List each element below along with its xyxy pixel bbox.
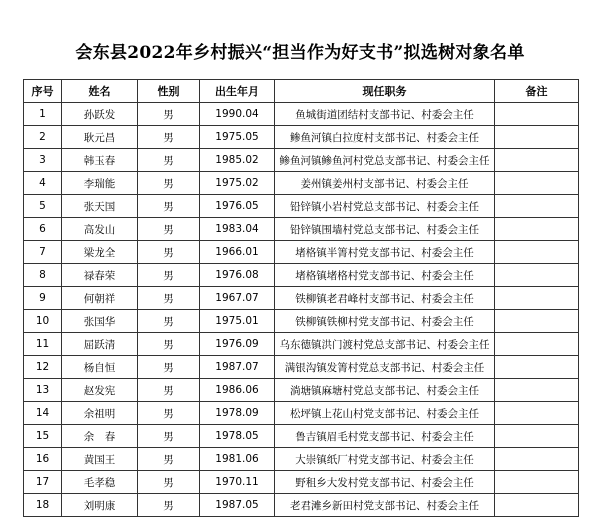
cell-note (495, 494, 579, 517)
cell-sex: 男 (138, 425, 200, 448)
cell-sex: 男 (138, 287, 200, 310)
cell-post: 老君滩乡新田村党支部书记、村委会主任 (275, 494, 495, 517)
table-row (24, 218, 579, 241)
cell-no: 14 (24, 402, 62, 425)
cell-note (495, 126, 579, 149)
cell-birth: 1985.02 (200, 149, 275, 172)
cell-no: 5 (24, 195, 62, 218)
candidate-table (23, 79, 579, 517)
cell-name: 梁龙全 (62, 241, 138, 264)
header-no: 序号 (24, 80, 62, 103)
cell-name: 黄国王 (62, 448, 138, 471)
cell-sex: 男 (138, 149, 200, 172)
cell-post: 松坪镇上花山村党支部书记、村委会主任 (275, 402, 495, 425)
cell-birth: 1967.07 (200, 287, 275, 310)
table-row (24, 379, 579, 402)
document-title: 会东县2022年乡村振兴“担当作为好支书”拟选树对象名单 (75, 43, 525, 63)
cell-note (495, 103, 579, 126)
header-sex: 性别 (138, 80, 200, 103)
cell-name: 余祖明 (62, 402, 138, 425)
table-row (24, 333, 579, 356)
cell-name: 刘明康 (62, 494, 138, 517)
cell-no: 8 (24, 264, 62, 287)
cell-sex: 男 (138, 379, 200, 402)
table-row (24, 448, 579, 471)
table-row (24, 195, 579, 218)
cell-no: 9 (24, 287, 62, 310)
cell-name: 禄春荣 (62, 264, 138, 287)
cell-post: 乌东德镇洪门渡村党总支部书记、村委会主任 (275, 333, 495, 356)
cell-birth: 1976.08 (200, 264, 275, 287)
cell-sex: 男 (138, 172, 200, 195)
cell-post: 鲹鱼河镇鲹鱼河村党总支部书记、村委会主任 (275, 149, 495, 172)
cell-name: 屈跃清 (62, 333, 138, 356)
cell-note (495, 149, 579, 172)
cell-note (495, 172, 579, 195)
cell-note (495, 402, 579, 425)
cell-name: 毛孝稳 (62, 471, 138, 494)
cell-sex: 男 (138, 195, 200, 218)
cell-note (495, 379, 579, 402)
cell-birth: 1987.07 (200, 356, 275, 379)
cell-birth: 1975.01 (200, 310, 275, 333)
cell-sex: 男 (138, 333, 200, 356)
table-row (24, 103, 579, 126)
header-post: 现任职务 (275, 80, 495, 103)
cell-birth: 1986.06 (200, 379, 275, 402)
cell-note (495, 333, 579, 356)
cell-birth: 1976.05 (200, 195, 275, 218)
table-row (24, 172, 579, 195)
cell-no: 18 (24, 494, 62, 517)
cell-post: 姜州镇姜州村支部书记、村委会主任 (275, 172, 495, 195)
cell-note (495, 264, 579, 287)
cell-no: 12 (24, 356, 62, 379)
cell-sex: 男 (138, 218, 200, 241)
cell-note (495, 241, 579, 264)
cell-note (495, 356, 579, 379)
cell-no: 16 (24, 448, 62, 471)
table-row (24, 241, 579, 264)
cell-birth: 1990.04 (200, 103, 275, 126)
cell-birth: 1976.09 (200, 333, 275, 356)
cell-no: 10 (24, 310, 62, 333)
cell-birth: 1966.01 (200, 241, 275, 264)
header-name: 姓名 (62, 80, 138, 103)
table-row (24, 402, 579, 425)
cell-post: 铁柳镇老君峰村支部书记、村委会主任 (275, 287, 495, 310)
cell-name: 李瑞能 (62, 172, 138, 195)
cell-sex: 男 (138, 494, 200, 517)
cell-name: 赵发宪 (62, 379, 138, 402)
cell-birth: 1987.05 (200, 494, 275, 517)
cell-name: 孙跃发 (62, 103, 138, 126)
table-row (24, 149, 579, 172)
table-row (24, 287, 579, 310)
cell-no: 15 (24, 425, 62, 448)
cell-birth: 1975.02 (200, 172, 275, 195)
cell-note (495, 425, 579, 448)
cell-post: 铅锌镇小岩村党总支部书记、村委会主任 (275, 195, 495, 218)
cell-no: 11 (24, 333, 62, 356)
cell-no: 6 (24, 218, 62, 241)
cell-no: 1 (24, 103, 62, 126)
cell-name: 张天国 (62, 195, 138, 218)
cell-post: 鲁吉镇眉毛村党支部书记、村委会主任 (275, 425, 495, 448)
cell-note (495, 218, 579, 241)
cell-sex: 男 (138, 471, 200, 494)
cell-no: 4 (24, 172, 62, 195)
cell-no: 17 (24, 471, 62, 494)
table-row (24, 126, 579, 149)
cell-name: 余 春 (62, 425, 138, 448)
cell-name: 耿元昌 (62, 126, 138, 149)
cell-note (495, 195, 579, 218)
table-row (24, 264, 579, 287)
table-row (24, 356, 579, 379)
cell-name: 杨自恒 (62, 356, 138, 379)
cell-sex: 男 (138, 402, 200, 425)
header-birth: 出生年月 (200, 80, 275, 103)
cell-sex: 男 (138, 264, 200, 287)
cell-name: 何朝祥 (62, 287, 138, 310)
table-header-row (24, 80, 579, 103)
cell-sex: 男 (138, 241, 200, 264)
cell-name: 张国华 (62, 310, 138, 333)
cell-sex: 男 (138, 310, 200, 333)
cell-no: 2 (24, 126, 62, 149)
cell-post: 满银沟镇发箐村党总支部书记、村委会主任 (275, 356, 495, 379)
cell-sex: 男 (138, 103, 200, 126)
cell-post: 铁柳镇铁柳村党支部书记、村委会主任 (275, 310, 495, 333)
table-row (24, 425, 579, 448)
cell-post: 堵格镇半箐村党支部书记、村委会主任 (275, 241, 495, 264)
cell-birth: 1970.11 (200, 471, 275, 494)
cell-post: 堵格镇堵格村党支部书记、村委会主任 (275, 264, 495, 287)
cell-post: 大崇镇纸厂村党支部书记、村委会主任 (275, 448, 495, 471)
cell-name: 高发山 (62, 218, 138, 241)
cell-sex: 男 (138, 448, 200, 471)
cell-note (495, 448, 579, 471)
cell-note (495, 287, 579, 310)
cell-birth: 1978.09 (200, 402, 275, 425)
cell-birth: 1978.05 (200, 425, 275, 448)
cell-birth: 1981.06 (200, 448, 275, 471)
cell-birth: 1983.04 (200, 218, 275, 241)
cell-sex: 男 (138, 126, 200, 149)
cell-post: 淌塘镇麻塘村党总支部书记、村委会主任 (275, 379, 495, 402)
header-note: 备注 (495, 80, 579, 103)
cell-sex: 男 (138, 356, 200, 379)
cell-no: 13 (24, 379, 62, 402)
cell-post: 铅锌镇围墙村党总支部书记、村委会主任 (275, 218, 495, 241)
cell-birth: 1975.05 (200, 126, 275, 149)
cell-post: 鲹鱼河镇白拉度村支部书记、村委会主任 (275, 126, 495, 149)
cell-no: 3 (24, 149, 62, 172)
cell-post: 鱼城街道团结村支部书记、村委会主任 (275, 103, 495, 126)
cell-note (495, 310, 579, 333)
table-row (24, 471, 579, 494)
table-row (24, 494, 579, 517)
cell-no: 7 (24, 241, 62, 264)
cell-note (495, 471, 579, 494)
cell-name: 韩玉春 (62, 149, 138, 172)
table-row (24, 310, 579, 333)
cell-post: 野租乡大发村党支部书记、村委会主任 (275, 471, 495, 494)
